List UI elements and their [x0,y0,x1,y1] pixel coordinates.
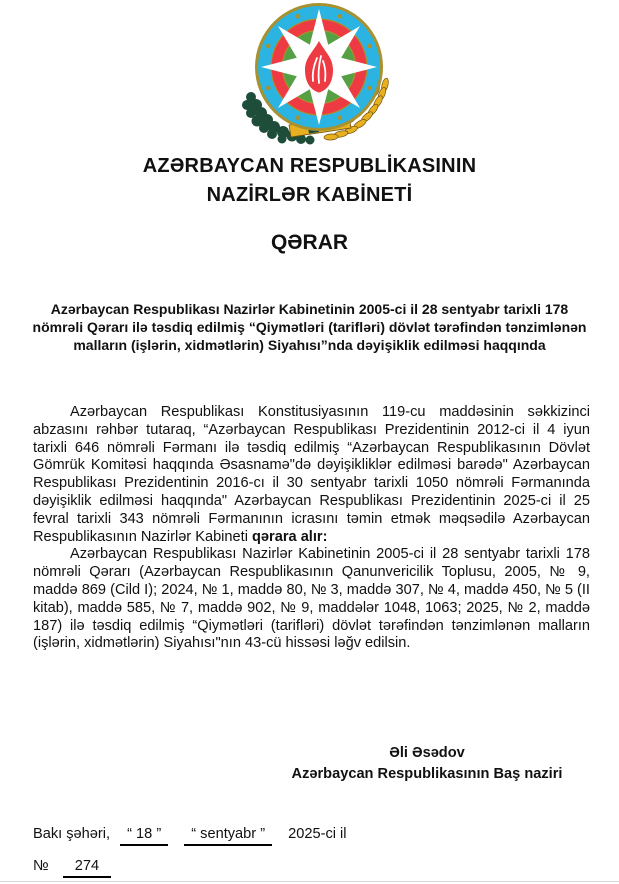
decree-body [33,404,590,653]
signer-name: Əli Əsədov [389,745,465,761]
signer-title: Azərbaycan Respublikasının Baş naziri [291,765,563,782]
resolution-clause: qərara alır: [252,528,328,545]
number-field: 274 [63,858,111,878]
org-title-line2: NAZİRLƏR KABİNETİ [206,183,413,206]
year-label: 2025-ci il [288,826,347,842]
number-line [33,858,117,878]
org-title-line1: AZƏRBAYCAN RESPUBLİKASININ [142,155,477,177]
document-type-title: QƏRAR [270,231,349,254]
decree-subject-heading: Azərbaycan Respublikası Nazirlər Kabinetinin 2005-ci il 28 sentyabr tarixli 178 nömrəli Qərarı ilə təsdiq edilmiş “Qiymətləri (tarifləri) dövlət tərəfindən tənzimlənən malların (işlərin, xidmətlərin) Siyahısı”nda dəyişiklik edilməsi haqqında [32,301,587,354]
date-line [33,826,347,846]
page-bottom-divider [0,881,619,882]
month-field: “ sentyabr ” [184,826,272,846]
organization-title [0,152,619,209]
signature-block [263,743,591,785]
city-label: Bakı şəhəri, [33,826,111,842]
preamble-text: Azərbaycan Respublikası Konstitusiyasının 119-cu maddəsinin səkkizinci abzasını rəhbər tutaraq, “Azərbaycan Respublikası Prezidentinin 2012-ci il 4 iyun tarixli 646 nömrəli Fərmanı ilə təsdiq edilmiş “Azərbaycan Respublikasının Dövlət Gömrük Komitəsi haqqında Əsasnamə"də dəyişikliklər edilməsi barədə" Azərbaycan Respublikası Prezidentinin 2016-cı il 30 sentyabr tarixli 1050 nömrəli Fərmanında dəyişiklik edilməsi haqqında" Azərbaycan Respublikası Prezidentinin 2025-ci il 25 fevral tarixli 343 nömrəli Fərmanının icrasını təmin etmək məqsədilə Azərbaycan Respublikasının Nazirlər Kabineti [33,404,590,545]
body-paragraph-preamble [33,404,590,546]
day-field: “ 18 ” [120,826,168,846]
body-paragraph-operative: Azərbaycan Respublikası Nazirlər Kabinetinin 2005-ci il 28 sentyabr tarixli 178 nömrəli Qərarı (Azərbaycan Respublikasının Qanunvericilik Toplusu, 2005, № 9, maddə 869 (Cild I); 2024, № 1, maddə 80, № 3, maddə 307, № 4, maddə 450, № 5 (II kitab), maddə 585, № 7, maddə 902, № 9, maddələr 1048, 1063; 2025, № 2, maddə 187) ilə təsdiq edilmiş “Qiymətləri (tarifləri) dövlət tərəfindən tənzimlənən malların (işlərin, xidmətlərin) Siyahısı"nın 43-cü hissəsi ləğv edilsin. [33,546,590,652]
number-label: № [33,858,49,874]
coat-of-arms-azerbaijan-icon [233,1,401,151]
